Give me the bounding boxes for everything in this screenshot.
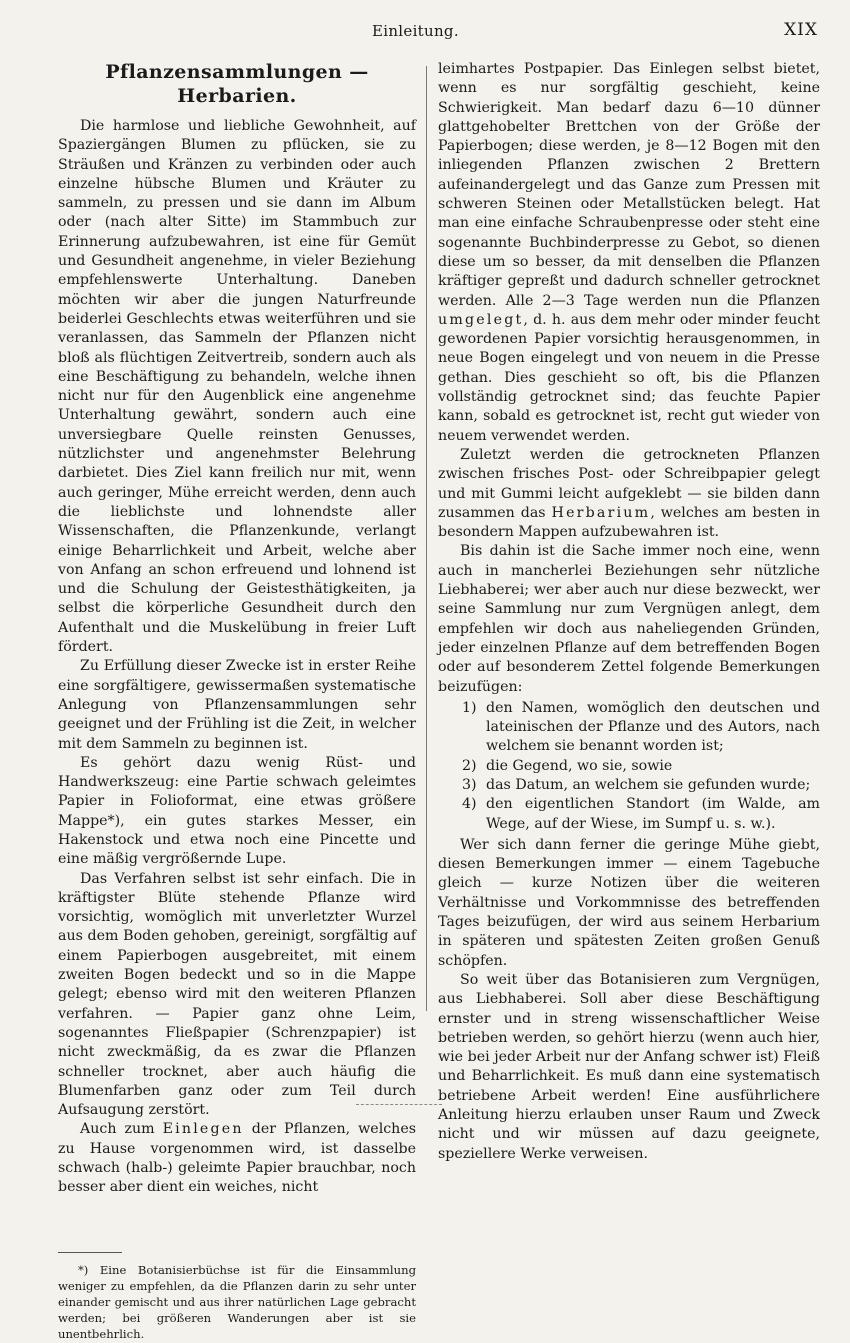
emphasized-term: Einlegen bbox=[162, 1121, 244, 1138]
footnote-rule bbox=[58, 1252, 122, 1253]
text-run: Auch zum bbox=[80, 1121, 163, 1138]
running-title: Einleitung. bbox=[372, 22, 459, 40]
paragraph-continued bbox=[438, 60, 820, 446]
list-item bbox=[462, 699, 820, 757]
emphasized-term: umgelegt bbox=[438, 311, 524, 328]
text-run: Zuletzt werden die getrockneten Pflanzen zwischen frisches Post- oder Schreibpapier gelegt und mit Gummi leicht aufgeklebt — sie bilden dann zusammen das bbox=[438, 446, 820, 521]
list-number: 1) bbox=[462, 699, 477, 716]
emphasized-term: Herbarium bbox=[551, 504, 651, 521]
list-text: das Datum, an welchem sie gefunden wurde; bbox=[486, 776, 811, 793]
text-run: leimhartes Postpapier. Das Einlegen selbst bietet, wenn es nur sorgfältig geschieht, keine Schwierigkeit. Man bedarf dazu 6—10 dünner glattgehobelter Brettchen von der Größe der Papierbogen; diese werden, je 8—12 Bogen mit den inliegenden Pflanzen zwischen 2 Brettern aufeinandergelegt und das Ganze zum Pressen mit schweren Steinen oder Metallstücken belegt. Hat man eine einfache Schraubenpresse oder steht eine sogenannte Buchbinderpresse zu Gebot, so dienen diese um so besser, da mit denselben die Pflanzen kräftiger gepreßt und dadurch schneller getrocknet werden. Alle 2—3 Tage werden nun die Pflanzen bbox=[438, 61, 820, 309]
text-run: , d. h. aus dem mehr oder minder feucht gewordenen Papier vorsichtig herausgenommen, in neue Bogen eingelegt und von neuem in die Presse gethan. Dies geschieht so oft, bis die Pflanzen vollständig getrocknet sind; das feuchte Papier kann, sobald es getrocknet ist, recht gut wieder von neuem verwendet werden. bbox=[438, 311, 820, 444]
left-column bbox=[58, 60, 416, 1343]
paragraph: Bis dahin ist die Sache immer noch eine, wenn auch in mancherlei Beziehungen sehr nützliche Liebhaberei; wer aber auch nur diese bezweckt, wer seine Sammlung nur zum Vergnügen anlegt, dem empfehlen wir doch aus naheliegenden Gründen, jeder einzelnen Pflanze auf dem betreffenden Bogen oder auf besonderem Zettel folgende Bemerkungen beizufügen: bbox=[438, 543, 820, 695]
page-number: XIX bbox=[784, 20, 818, 40]
bottom-ornament-rule bbox=[356, 1104, 442, 1105]
paragraph: Die harmlose und liebliche Gewohnheit, auf Spaziergängen Blumen zu pflücken, sie zu Sträußen und Kränzen zu verbinden oder auch einzelne hübsche Blumen und Kräuter zu sammeln, zu pressen und sie dann im Album oder (nach alter Sitte) im Stammbuch zur Erinnerung aufzubewahren, ist eine für Gemüt und Gesundheit angenehme, in vieler Beziehung empfehlenswerte Unterhaltung. Daneben möchten wir aber die jungen Naturfreunde beiderlei Geschlechts etwas weiterführen und sie veranlassen, das Sammeln der Pflanzen nicht bloß als flüchtigen Zeitvertreib, sondern auch als eine Beschäftigung zu behandeln, welche ihnen nicht nur für den Augenblick eine angenehme Unterhaltung gewährt, sondern auch eine unversiegbare Quelle reinsten Genusses, nützlichster und angenehmster Belehrung darbietet. Dies Ziel kann freilich nur mit, wenn auch geringer, Mühe erreicht werden, denn auch die lieblichste und lohnendste aller Wissenschaften, die Pflanzenkunde, verlangt einige Beharrlichkeit und Arbeit, welche aber von Anfang an schon erfreuend und lohnend ist und die Schulung der Geistesthätigkeiten, ja selbst die körperliche Gesundheit durch den Aufenthalt und die Muskelübung in freier Luft fördert. bbox=[58, 118, 416, 656]
footnote: *) Eine Botanisierbüchse ist für die Einsammlung weniger zu empfehlen, da die Pflanzen darin zu sehr unter einander gemischt und aus ihrer natürlichen Lage gebracht werden; bei größeren Wanderungen aber ist sie unentbehrlich. bbox=[58, 1262, 416, 1342]
running-head bbox=[0, 20, 850, 44]
paragraph: Zu Erfüllung dieser Zwecke ist in erster Reihe eine sorgfältigere, gewissermaßen systematische Anlegung von Pflanzensammlungen sehr geeignet und der Frühling ist die Zeit, in welcher mit dem Sammeln zu beginnen ist. bbox=[58, 658, 416, 752]
list-number: 4) bbox=[462, 796, 477, 813]
list-text: den Namen, womöglich den deutschen und lateinischen der Pflanze und des Autors, nach welchem sie benannt worden ist; bbox=[486, 699, 820, 755]
paragraph: So weit über das Botanisieren zum Vergnügen, aus Liebhaberei. Soll aber diese Beschäftigung ernster und in streng wissenschaftlicher Weise betrieben werden, so gehört hierzu (wenn auch hier, wie bei jeder Arbeit nur der Anfang schwer ist) Fleiß und Beharrlichkeit. Es muß dann eine systematisch betriebene Arbeit werden! Eine ausführlichere Anleitung hierzu erlauben unser Raum und Zweck nicht und wir müssen auf dazu geeignete, speziellere Werke verweisen. bbox=[438, 971, 820, 1162]
list-number: 3) bbox=[462, 776, 477, 793]
paragraph: Wer sich dann ferner die geringe Mühe giebt, diesen Bemerkungen immer — einem Tagebuche gleich — kurze Notizen über die weiteren Verhältnisse und Vorkommnisse des betreffenden Tages beizufügen, der wird aus seinem Herbarium in späteren und spätesten Zeiten großen Genuß schöpfen. bbox=[438, 836, 820, 969]
paragraph bbox=[58, 1120, 416, 1197]
column-divider bbox=[426, 66, 427, 1011]
list-number: 2) bbox=[462, 757, 477, 774]
right-column bbox=[438, 60, 820, 1164]
list-item bbox=[462, 757, 820, 776]
text-run: der Pflanzen, welches zu Hause vorgenommen wird, ist dasselbe schwach (halb-) geleimte Papier brauchbar, noch besser aber dient ein weiches, nicht bbox=[58, 1121, 416, 1196]
paragraph: Es gehört dazu wenig Rüst- und Handwerkszeug: eine Partie schwach geleimtes Papier in Folioformat, eine etwas größere Mappe*), ein gutes starkes Messer, ein Hakenstock und etwa noch eine Pincette und eine mäßig vergrößernde Lupe. bbox=[58, 754, 416, 868]
remarks-list bbox=[438, 699, 820, 834]
list-item bbox=[462, 776, 820, 795]
list-text: den eigentlichen Standort (im Walde, am Wege, auf der Wiese, im Sumpf u. s. w.). bbox=[486, 796, 820, 832]
list-item bbox=[462, 795, 820, 834]
text-run: , welches am besten in besondern Mappen aufzubewahren ist. bbox=[438, 504, 820, 541]
paragraph bbox=[438, 446, 820, 542]
section-title: Pflanzensammlungen — Herbarien. bbox=[105, 61, 369, 107]
paragraph: Das Verfahren selbst ist sehr einfach. Die in kräftigster Blüte stehende Pflanze wird vorsichtig, womöglich mit unverletzter Wurzel aus dem Boden gehoben, gereinigt, sorgfältig auf einem Papierbogen ausgebreitet, mit einem zweiten Bogen bedeckt und so in die Mappe gelegt; ebenso wird mit den weiteren Pflanzen verfahren. — Papier ganz ohne Leim, sogenanntes Fließpapier (Schrenzpapier) ist nicht zweckmäßig, da es zwar die Pflanzen schneller trocknet, aber auch häufig die Blumenfarben ganz oder zum Teil durch Aufsaugung zerstört. bbox=[58, 870, 416, 1119]
list-text: die Gegend, wo sie, sowie bbox=[486, 757, 673, 774]
